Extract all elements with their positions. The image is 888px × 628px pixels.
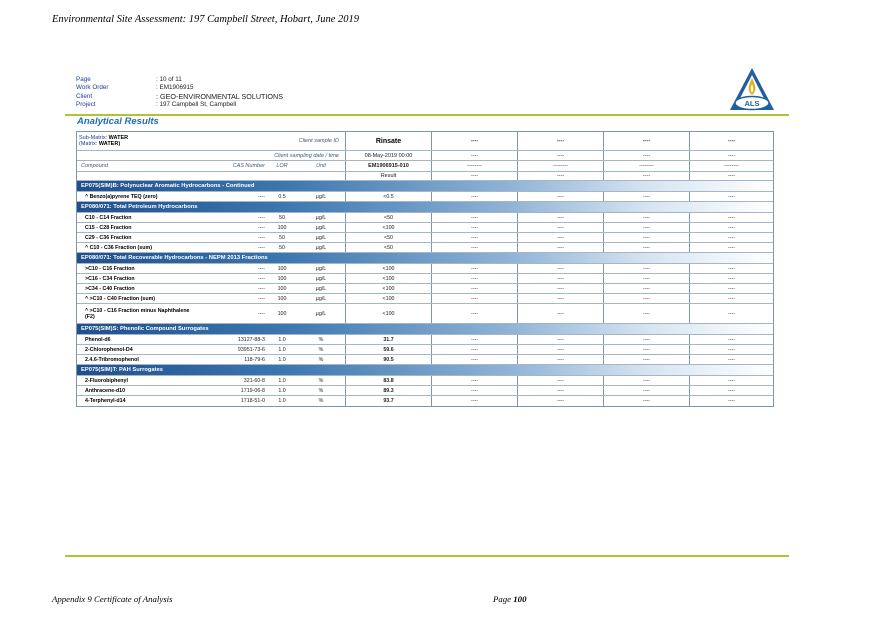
lor-value: 1.0 — [278, 398, 286, 404]
cas-number: ---- — [257, 244, 265, 251]
compound-name: >C34 - C40 Fraction — [85, 285, 135, 292]
meta-row-client — [76, 93, 283, 101]
result-value: ---- — [517, 243, 603, 252]
meta-value: : EM1906915 — [156, 84, 194, 92]
sampling-date-1: 08-May-2019 00:00 — [345, 151, 431, 160]
result-value: ---- — [603, 223, 689, 232]
unit-value: % — [318, 356, 324, 363]
lor-value: 1.0 — [278, 356, 286, 363]
result-value: ---- — [603, 304, 689, 323]
sample-id-3: ---- — [517, 132, 603, 150]
lor-value: 1.0 — [278, 377, 286, 384]
lor-value: 100 — [277, 310, 287, 317]
result-value: ---- — [689, 335, 773, 344]
lor-value: 100 — [277, 285, 287, 292]
result-value: <100 — [345, 274, 431, 283]
cas-number: ---- — [257, 310, 265, 317]
result-value: ---- — [603, 192, 689, 201]
cas-number: 93951-73-6 — [237, 346, 265, 353]
cas-number: ---- — [257, 193, 265, 200]
result-value: ---- — [517, 335, 603, 344]
unit-value: µg/L — [315, 295, 327, 302]
result-value: ---- — [517, 192, 603, 201]
result-value: ---- — [603, 233, 689, 242]
table-row — [77, 223, 773, 233]
result-value: ---- — [517, 345, 603, 354]
cas-number: ---- — [257, 224, 265, 231]
result-value: <50 — [345, 243, 431, 252]
meta-label: Client — [76, 92, 93, 100]
table-row — [77, 396, 773, 406]
result-value: ---- — [689, 376, 773, 385]
result-value: ---- — [431, 223, 517, 232]
section-header-phenolic-surrogates: EP075(SIM)S: Phenolic Compound Surrogates — [77, 324, 773, 335]
unit-value: % — [318, 377, 324, 384]
table-row — [77, 192, 773, 202]
result-value: 93.7 — [345, 396, 431, 406]
result-value: <0.5 — [345, 192, 431, 201]
result-value: ---- — [431, 284, 517, 293]
section-header-pah-surrogates: EP075(SIM)T: PAH Surrogates — [77, 365, 773, 376]
result-value: ---- — [603, 264, 689, 273]
sample-id-5: ---- — [689, 132, 773, 150]
result-value: ---- — [689, 386, 773, 395]
cas-number: ---- — [257, 265, 265, 272]
compound-name: >C10 - C16 Fraction — [85, 265, 135, 272]
table-row — [77, 376, 773, 386]
table-row — [77, 233, 773, 243]
report-metadata — [76, 76, 283, 110]
header-row-sampling-date — [77, 151, 773, 161]
result-value: ---- — [689, 213, 773, 222]
result-value: ---- — [431, 264, 517, 273]
sampling-date-3: ---- — [517, 151, 603, 160]
result-value: ---- — [517, 396, 603, 406]
cas-number: ---- — [257, 275, 265, 282]
unit-value: µg/L — [315, 275, 327, 282]
result-value: <100 — [345, 264, 431, 273]
result-value: ---- — [517, 213, 603, 222]
header-row-sample-id — [77, 132, 773, 151]
lor-value: 100 — [277, 295, 287, 302]
matrix-cell: Sub-Matrix: WATER (Matrix: WATER) — [79, 135, 129, 147]
result-value: ---- — [689, 396, 773, 406]
table-row — [77, 294, 773, 304]
result-value: ---- — [431, 213, 517, 222]
lor-value: 100 — [277, 275, 287, 282]
result-value: 59.6 — [345, 345, 431, 354]
footer-appendix-label: Appendix 9 Certificate of Analysis — [52, 594, 173, 604]
result-value: ---- — [603, 294, 689, 303]
unit-value: % — [318, 346, 324, 353]
compound-name: C29 - C36 Fraction — [85, 234, 132, 241]
result-type-1: Result — [345, 172, 431, 180]
result-value: ---- — [603, 284, 689, 293]
result-value: ---- — [431, 243, 517, 252]
lor-value: 100 — [277, 265, 287, 272]
compound-name: >C16 - C34 Fraction — [85, 275, 135, 282]
result-type-4: ---- — [603, 172, 689, 180]
unit-value: % — [318, 387, 324, 394]
result-value: ---- — [431, 233, 517, 242]
result-value: ---- — [517, 264, 603, 273]
meta-label: Project — [76, 101, 96, 109]
lor-column-header: LOR — [276, 163, 288, 169]
lab-id-5: -------- — [689, 161, 773, 171]
compound-name: ^ >C10 - C16 Fraction minus Naphthalene (F2) — [85, 307, 190, 320]
als-logo — [728, 66, 776, 114]
result-value: 31.7 — [345, 335, 431, 344]
result-value: ---- — [431, 386, 517, 395]
meta-value: : 197 Campbell St, Campbell — [156, 101, 237, 109]
compound-name: 2-Chlorophenol-D4 — [85, 346, 133, 353]
result-value: ---- — [517, 304, 603, 323]
logo-text: ALS — [744, 98, 760, 108]
result-value: ---- — [603, 345, 689, 354]
unit-column-header: Unit — [316, 163, 326, 169]
meta-value: : 10 of 11 — [156, 76, 182, 83]
client-sample-id-label: Client sample ID — [298, 138, 339, 144]
cas-number: ---- — [257, 285, 265, 292]
lab-id-1: EM1906915-010 — [345, 161, 431, 171]
als-logo-mark — [728, 66, 776, 114]
result-value: <100 — [345, 223, 431, 232]
result-value: ---- — [431, 294, 517, 303]
compound-name: ^ >C10 - C40 Fraction (sum) — [85, 295, 156, 302]
result-value: ---- — [517, 294, 603, 303]
result-value: ---- — [603, 376, 689, 385]
compound-name: C15 - C28 Fraction — [85, 224, 132, 231]
result-value: ---- — [603, 274, 689, 283]
section-header-trh: EP080/071: Total Recoverable Hydrocarbons - NEPM 2013 Fractions — [77, 253, 773, 264]
lor-value: 1.0 — [278, 336, 286, 343]
result-value: ---- — [689, 274, 773, 283]
lab-id-2: -------- — [431, 161, 517, 171]
section-title: Analytical Results — [77, 116, 159, 127]
header-divider — [65, 114, 789, 116]
compound-name: C10 - C14 Fraction — [85, 214, 132, 221]
unit-value: µg/L — [315, 265, 327, 272]
lor-value: 50 — [279, 214, 285, 221]
unit-value: µg/L — [315, 214, 327, 221]
lab-id-4: -------- — [603, 161, 689, 171]
result-value: ---- — [603, 386, 689, 395]
result-value: ---- — [689, 304, 773, 323]
result-value: ---- — [431, 304, 517, 323]
sampling-date-label: Client sampling date / time — [274, 152, 339, 159]
meta-label: Work Order — [76, 84, 109, 92]
result-value: ---- — [689, 284, 773, 293]
table-row — [77, 264, 773, 274]
result-value: ---- — [689, 264, 773, 273]
cas-number: ---- — [257, 214, 265, 221]
result-type-spacer — [77, 172, 345, 180]
result-value: 83.8 — [345, 376, 431, 385]
result-value: ---- — [689, 345, 773, 354]
table-row — [77, 355, 773, 365]
lor-value: 50 — [279, 234, 285, 241]
result-value: ---- — [689, 233, 773, 242]
result-value: ---- — [517, 223, 603, 232]
cas-number: 118-79-6 — [244, 356, 265, 363]
sampling-date-5: ---- — [689, 151, 773, 160]
unit-value: µg/L — [315, 224, 327, 231]
result-value: 90.5 — [345, 355, 431, 364]
result-value: ---- — [431, 274, 517, 283]
unit-value: µg/L — [315, 244, 327, 251]
table-row — [77, 386, 773, 396]
result-value: ---- — [517, 233, 603, 242]
sample-id-2: ---- — [431, 132, 517, 150]
cas-number: ---- — [257, 234, 265, 241]
unit-value: µg/L — [315, 310, 327, 317]
lor-value: 0.5 — [278, 193, 286, 200]
table-row — [77, 213, 773, 223]
unit-value: µg/L — [315, 193, 327, 200]
compound-name: Anthracene-d10 — [85, 387, 126, 394]
cas-number: 13127-88-3 — [237, 336, 265, 343]
result-value: <100 — [345, 304, 431, 323]
result-value: ---- — [431, 396, 517, 406]
unit-value: µg/L — [315, 285, 327, 292]
table-row — [77, 335, 773, 345]
result-value: ---- — [431, 192, 517, 201]
lor-value: 50 — [279, 244, 285, 251]
section-header-pah: EP075(SIM)B: Polynuclear Aromatic Hydrocarbons - Continued — [77, 181, 773, 192]
cas-number: 1718-51-0 — [240, 398, 265, 404]
compound-name: 2.4.6-Tribromophenol — [85, 356, 139, 363]
result-value: <50 — [345, 233, 431, 242]
footer-divider — [65, 555, 789, 557]
result-value: ---- — [431, 345, 517, 354]
page-header: Environmental Site Assessment: 197 Campbell Street, Hobart, June 2019 — [52, 14, 359, 25]
page-label: Page — [493, 594, 512, 604]
meta-label: Page — [76, 76, 91, 83]
result-value: <50 — [345, 213, 431, 222]
result-value: ---- — [517, 274, 603, 283]
cas-column-header: CAS Number — [232, 163, 265, 169]
result-value: ---- — [689, 355, 773, 364]
result-type-3: ---- — [517, 172, 603, 180]
unit-value: % — [318, 398, 324, 404]
result-value: ---- — [517, 355, 603, 364]
result-type-2: ---- — [431, 172, 517, 180]
cas-number: ---- — [257, 295, 265, 302]
result-value: ---- — [689, 243, 773, 252]
compound-name: 2-Fluorobiphenyl — [85, 377, 128, 384]
result-value: ---- — [689, 192, 773, 201]
unit-value: µg/L — [315, 234, 327, 241]
result-value: ---- — [431, 335, 517, 344]
cas-number: 1719-06-8 — [240, 387, 265, 394]
compound-name: ^ Benzo(a)pyrene TEQ (zero) — [85, 193, 158, 200]
lor-value: 1.0 — [278, 387, 286, 394]
result-value: ---- — [517, 386, 603, 395]
sampling-date-4: ---- — [603, 151, 689, 160]
result-value: ---- — [431, 355, 517, 364]
result-type-5: ---- — [689, 172, 773, 180]
sampling-date-2: ---- — [431, 151, 517, 160]
compound-name: 4-Terphenyl-d14 — [85, 398, 126, 404]
header-row-lab-id — [77, 161, 773, 172]
result-value: ---- — [603, 355, 689, 364]
lor-value: 1.0 — [278, 346, 286, 353]
table-row — [77, 284, 773, 294]
result-value: ---- — [431, 376, 517, 385]
table-row — [77, 243, 773, 253]
compound-name: Phenol-d6 — [85, 336, 111, 343]
section-header-tph: EP080/071: Total Petroleum Hydrocarbons — [77, 202, 773, 213]
result-value: <100 — [345, 284, 431, 293]
meta-row-project — [76, 101, 283, 109]
result-value: ---- — [603, 213, 689, 222]
cas-number: 321-60-8 — [243, 377, 265, 384]
table-row — [77, 304, 773, 324]
sample-id-4: ---- — [603, 132, 689, 150]
meta-row-page — [76, 76, 283, 84]
unit-value: % — [318, 336, 324, 343]
header-row-result-type — [77, 172, 773, 181]
results-table — [76, 131, 774, 407]
result-value: ---- — [603, 396, 689, 406]
result-value: ---- — [689, 223, 773, 232]
result-value: ---- — [517, 284, 603, 293]
compound-column-header: Compound — [81, 163, 108, 169]
compound-name: ^ C10 - C36 Fraction (sum) — [85, 244, 152, 251]
page-number: 100 — [513, 594, 527, 604]
result-value: ---- — [603, 335, 689, 344]
result-value: 89.3 — [345, 386, 431, 395]
result-value: ---- — [603, 243, 689, 252]
lor-value: 100 — [277, 224, 287, 231]
footer-page-number — [493, 594, 526, 604]
meta-value: : GEO-ENVIRONMENTAL SOLUTIONS — [156, 91, 283, 101]
sample-id-1: Rinsate — [345, 132, 431, 150]
lab-id-3: -------- — [517, 161, 603, 171]
table-row — [77, 345, 773, 355]
result-value: ---- — [517, 376, 603, 385]
result-value: <100 — [345, 294, 431, 303]
table-row — [77, 274, 773, 284]
result-value: ---- — [689, 294, 773, 303]
